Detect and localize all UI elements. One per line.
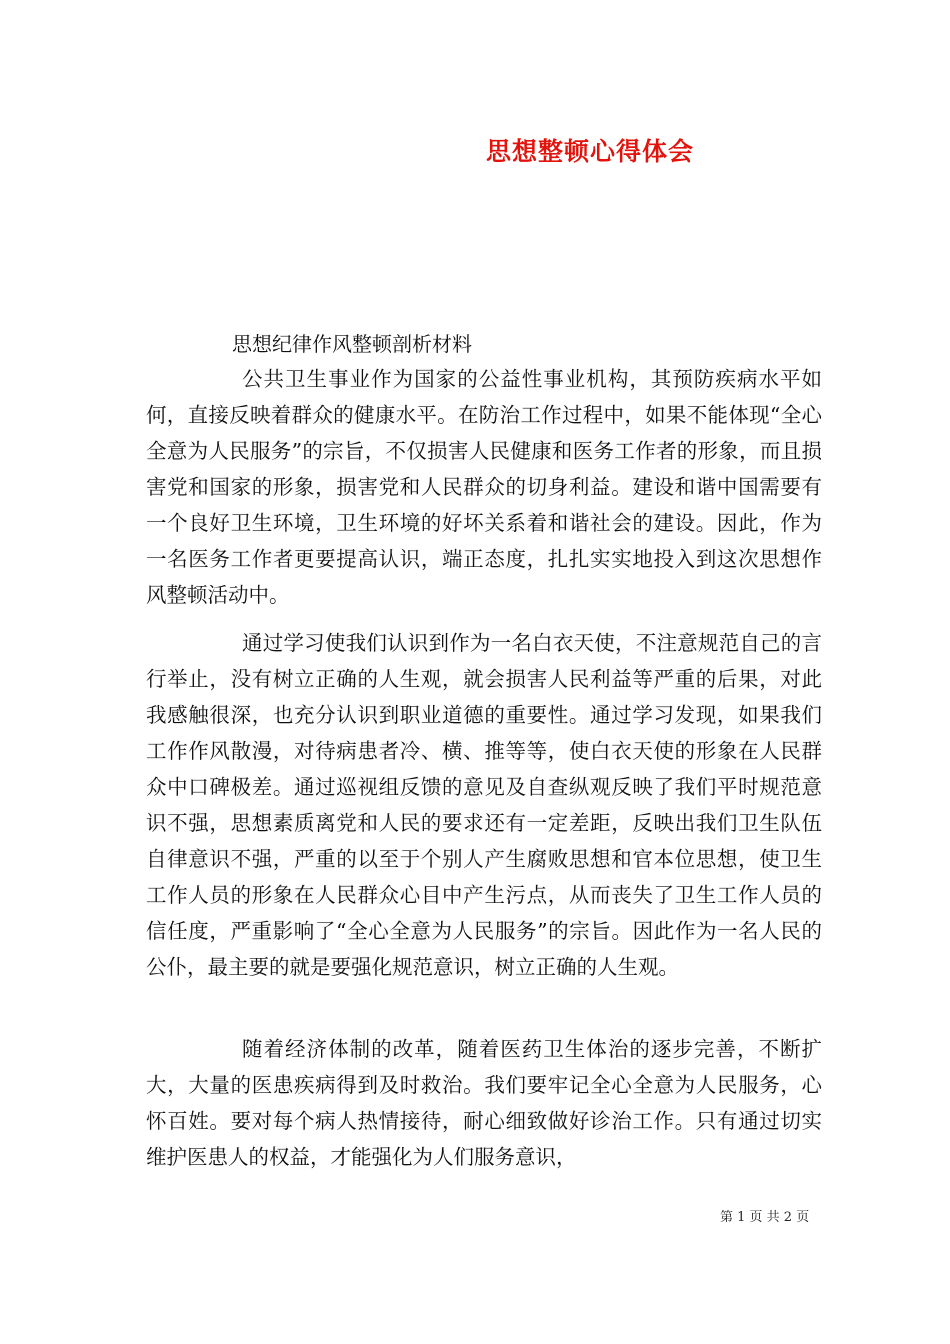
body-paragraph-2: 通过学习使我们认识到作为一名白衣天使，不注意规范自己的言行举止，没有树立正确的人生观，就会损害人民利益等严重的后果，对此我感触很深，也充分认识到职业道德的重要性。通过学习发现，如果我们工作作风散漫，对待病患者冷、横、推等等，使白衣天使的形象在人民群众中口碑极差。通过巡视组反馈的意见及自查纵观反映了我们平时规范意识不强，思想素质离党和人民的要求还有一定差距，反映出我们卫生队伍自律意识不强，严重的以至于个别人产生腐败思想和官本位思想，使卫生工作人员的形象在人民群众心目中产生污点，从而丧失了卫生工作人员的信任度，严重影响了“全心全意为人民服务”的宗旨。因此作为一名人民的公仆，最主要的就是要强化规范意识，树立正确的人生观。 [146,631,822,979]
body-paragraph-1: 公共卫生事业作为国家的公益性事业机构，其预防疾病水平如何，直接反映着群众的健康水平。在防治工作过程中，如果不能体现“全心全意为人民服务”的宗旨，不仅损害人民健康和医务工作者的形象，而且损害党和国家的形象，损害党和人民群众的切身利益。建设和谐中国需要有一个良好卫生环境，卫生环境的好坏关系着和谐社会的建设。因此，作为一名医务工作者更要提高认识，端正态度，扎扎实实地投入到这次思想作风整顿活动中。 [146,367,822,607]
document-subtitle: 思想纪律作风整顿剖析材料 [232,332,472,356]
document-title: 思想整顿心得体会 [486,137,695,166]
body-paragraph-3: 随着经济体制的改革，随着医药卫生体治的逐步完善，不断扩大，大量的医患疾病得到及时救治。我们要牢记全心全意为人民服务，心怀百姓。要对每个病人热情接待，耐心细致做好诊治工作。只有通过切实维护医患人的权益，才能强化为人们服务意识， [146,1037,822,1169]
page-number-footer: 第 1 页 共 2 页 [720,1210,810,1225]
